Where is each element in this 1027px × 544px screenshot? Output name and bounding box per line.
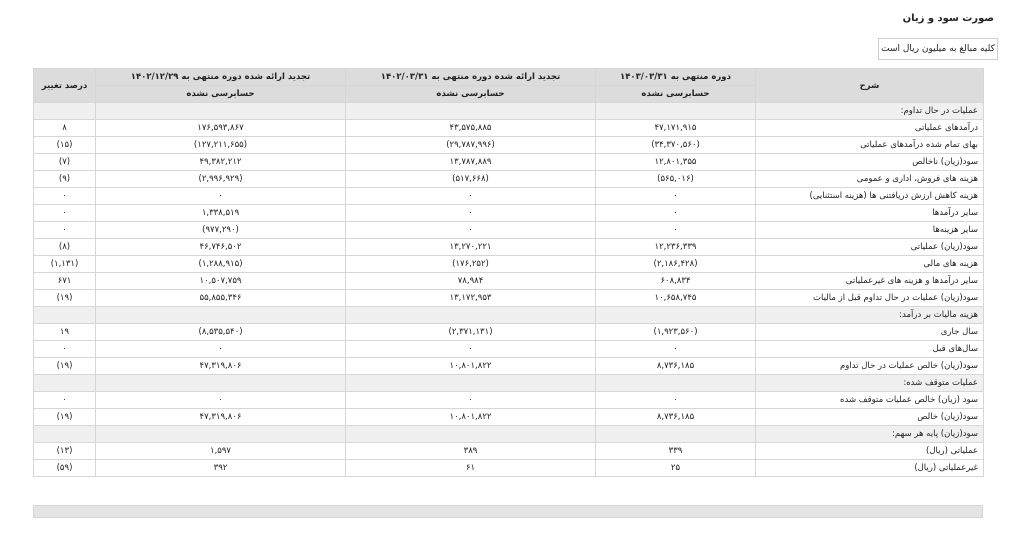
cell-col2 xyxy=(346,426,596,443)
cell-col3: (۱۲۷,۲۱۱,۶۵۵) xyxy=(96,137,346,154)
cell-col3: ۱۷۶,۵۹۳,۸۶۷ xyxy=(96,120,346,137)
cell-change: ۸ xyxy=(34,120,96,137)
table-row xyxy=(34,290,984,307)
cell-col1: ۰ xyxy=(596,222,756,239)
row-description: سود(زیان) ناخالص xyxy=(756,154,984,171)
cell-col1: ۰ xyxy=(596,341,756,358)
cell-col1: ۸,۷۳۶,۱۸۵ xyxy=(596,409,756,426)
cell-col1 xyxy=(596,426,756,443)
cell-col3: ۴۷,۳۱۹,۸۰۶ xyxy=(96,358,346,375)
row-description: سود(زیان) خالص عملیات در حال تداوم xyxy=(756,358,984,375)
cell-col3: ۴۷,۳۱۹,۸۰۶ xyxy=(96,409,346,426)
income-statement-table xyxy=(33,68,984,477)
cell-change: (۱,۱۳۱) xyxy=(34,256,96,273)
cell-col2: ۱۰,۸۰۱,۸۲۲ xyxy=(346,409,596,426)
row-description: سال‌های قبل xyxy=(756,341,984,358)
table-header-row xyxy=(34,69,984,86)
cell-col1 xyxy=(596,375,756,392)
row-description: سود(زیان) پایه هر سهم: xyxy=(756,426,984,443)
table-footer-bar xyxy=(33,505,983,518)
table-row xyxy=(34,273,984,290)
cell-change: (۱۹) xyxy=(34,290,96,307)
subheader-col2: حسابرسی نشده xyxy=(346,86,596,103)
cell-col1 xyxy=(596,103,756,120)
table-row xyxy=(34,307,984,324)
table-row xyxy=(34,426,984,443)
cell-col2: (۱۷۶,۲۵۲) xyxy=(346,256,596,273)
table-row xyxy=(34,324,984,341)
cell-col1: ۸,۷۳۶,۱۸۵ xyxy=(596,358,756,375)
cell-change: ۰ xyxy=(34,205,96,222)
cell-change: ۰ xyxy=(34,222,96,239)
cell-col3 xyxy=(96,307,346,324)
cell-col2: ۴۳,۵۷۵,۸۸۵ xyxy=(346,120,596,137)
cell-col1 xyxy=(596,307,756,324)
cell-col2: ۰ xyxy=(346,205,596,222)
table-row xyxy=(34,392,984,409)
cell-col1: ۰ xyxy=(596,205,756,222)
cell-col3: ۰ xyxy=(96,341,346,358)
cell-col3 xyxy=(96,375,346,392)
cell-col2: ۳۸۹ xyxy=(346,443,596,460)
row-description: سود (زیان) خالص عملیات متوقف شده xyxy=(756,392,984,409)
cell-col2: ۱۳,۲۷۰,۲۲۱ xyxy=(346,239,596,256)
subheader-col1: حسابرسی نشده xyxy=(596,86,756,103)
cell-change: ۰ xyxy=(34,341,96,358)
cell-col2: ۰ xyxy=(346,222,596,239)
cell-col3: (۱,۲۸۸,۹۱۵) xyxy=(96,256,346,273)
row-description: عملیاتی (ریال) xyxy=(756,443,984,460)
header-change: درصد تغییر xyxy=(34,69,96,103)
cell-col3: ۰ xyxy=(96,392,346,409)
cell-col1: (۲,۱۸۶,۴۲۸) xyxy=(596,256,756,273)
page-title: صورت سود و زیان xyxy=(902,13,994,24)
cell-col3: ۱,۵۹۷ xyxy=(96,443,346,460)
table-row xyxy=(34,154,984,171)
cell-col2: ۱۳,۱۷۲,۹۵۳ xyxy=(346,290,596,307)
subheader-col3: حسابرسی نشده xyxy=(96,86,346,103)
header-col2: تجدید ارائه شده دوره منتهی به ۱۴۰۲/۰۳/۳۱ xyxy=(346,69,596,86)
table-row xyxy=(34,188,984,205)
cell-col2: (۵۱۷,۶۶۸) xyxy=(346,171,596,188)
cell-col2: ۰ xyxy=(346,341,596,358)
table-body xyxy=(34,103,984,477)
cell-col3: ۱,۳۳۸,۵۱۹ xyxy=(96,205,346,222)
cell-col2 xyxy=(346,103,596,120)
header-desc: شرح xyxy=(756,69,984,103)
header-col3: تجدید ارائه شده دوره منتهی به ۱۴۰۲/۱۲/۲۹ xyxy=(96,69,346,86)
cell-col2: ۰ xyxy=(346,392,596,409)
cell-col1: (۱,۹۲۳,۵۶۰) xyxy=(596,324,756,341)
table-row xyxy=(34,222,984,239)
cell-change: (۱۹) xyxy=(34,409,96,426)
cell-change: (۱۵) xyxy=(34,137,96,154)
cell-col1: (۳۴,۳۷۰,۵۶۰) xyxy=(596,137,756,154)
row-description: سود(زیان) عملیات در حال تداوم قبل از مالیات xyxy=(756,290,984,307)
row-description: سایر هزینه‌ها xyxy=(756,222,984,239)
row-description: هزینه های فروش، اداری و عمومی xyxy=(756,171,984,188)
cell-change: (۹) xyxy=(34,171,96,188)
table-row xyxy=(34,120,984,137)
cell-col3: ۵۵,۸۵۵,۳۴۶ xyxy=(96,290,346,307)
cell-change: (۷) xyxy=(34,154,96,171)
cell-col3: ۰ xyxy=(96,188,346,205)
cell-col2: (۲۹,۷۸۷,۹۹۶) xyxy=(346,137,596,154)
cell-change: ۰ xyxy=(34,188,96,205)
cell-col1: ۲۵ xyxy=(596,460,756,477)
cell-change xyxy=(34,375,96,392)
cell-change: (۱۹) xyxy=(34,358,96,375)
cell-col1: ۶۰۸,۸۳۴ xyxy=(596,273,756,290)
table-row xyxy=(34,171,984,188)
table-row xyxy=(34,137,984,154)
cell-col3: (۲,۹۹۶,۹۲۹) xyxy=(96,171,346,188)
row-description: غیرعملیاتی (ریال) xyxy=(756,460,984,477)
cell-col2: ۱۳,۷۸۷,۸۸۹ xyxy=(346,154,596,171)
row-description: عملیات در حال تداوم: xyxy=(756,103,984,120)
cell-col3: ۴۶,۷۴۶,۵۰۲ xyxy=(96,239,346,256)
table-row xyxy=(34,341,984,358)
row-description: عملیات متوقف شده: xyxy=(756,375,984,392)
cell-change: (۱۳) xyxy=(34,443,96,460)
cell-col1: ۰ xyxy=(596,188,756,205)
cell-change: ۶۷۱ xyxy=(34,273,96,290)
cell-col1: ۴۷,۱۷۱,۹۱۵ xyxy=(596,120,756,137)
cell-col3: ۴۹,۳۸۲,۲۱۲ xyxy=(96,154,346,171)
cell-col2 xyxy=(346,375,596,392)
cell-col1: ۱۰,۶۵۸,۷۴۵ xyxy=(596,290,756,307)
row-description: هزینه مالیات بر درآمد: xyxy=(756,307,984,324)
cell-col3: ۱۰,۵۰۷,۷۵۹ xyxy=(96,273,346,290)
row-description: سود(زیان) خالص xyxy=(756,409,984,426)
cell-change: (۵۹) xyxy=(34,460,96,477)
cell-col3: (۸,۵۳۵,۵۴۰) xyxy=(96,324,346,341)
cell-change: (۸) xyxy=(34,239,96,256)
table-row xyxy=(34,103,984,120)
table-row xyxy=(34,205,984,222)
cell-change: ۱۹ xyxy=(34,324,96,341)
currency-note: کلیه مبالغ به میلیون ریال است xyxy=(878,38,998,60)
cell-col2: ۷۸,۹۸۴ xyxy=(346,273,596,290)
table-row xyxy=(34,409,984,426)
cell-change xyxy=(34,426,96,443)
table-row xyxy=(34,443,984,460)
row-description: سال جاری xyxy=(756,324,984,341)
table-row xyxy=(34,358,984,375)
row-description: سایر درآمدها و هزینه های غیرعملیاتی xyxy=(756,273,984,290)
cell-col2: ۰ xyxy=(346,188,596,205)
row-description: بهای تمام شده درآمدهای عملیاتی xyxy=(756,137,984,154)
cell-col2: ۱۰,۸۰۱,۸۲۲ xyxy=(346,358,596,375)
row-description: هزینه کاهش ارزش دریافتنی ها (هزینه استثنایی) xyxy=(756,188,984,205)
cell-col1: (۵۶۵,۰۱۶) xyxy=(596,171,756,188)
table-row xyxy=(34,256,984,273)
cell-col2: ۶۱ xyxy=(346,460,596,477)
table-row xyxy=(34,460,984,477)
header-col1: دوره منتهی به ۱۴۰۳/۰۳/۳۱ xyxy=(596,69,756,86)
cell-col3 xyxy=(96,426,346,443)
row-description: هزینه های مالی xyxy=(756,256,984,273)
row-description: سایر درآمدها xyxy=(756,205,984,222)
cell-col1: ۳۳۹ xyxy=(596,443,756,460)
table-row xyxy=(34,239,984,256)
cell-col1: ۱۲,۸۰۱,۳۵۵ xyxy=(596,154,756,171)
cell-change xyxy=(34,103,96,120)
cell-col1: ۱۲,۲۳۶,۳۳۹ xyxy=(596,239,756,256)
cell-col3: (۹۷۷,۲۹۰) xyxy=(96,222,346,239)
cell-change xyxy=(34,307,96,324)
table-row xyxy=(34,375,984,392)
cell-change: ۰ xyxy=(34,392,96,409)
cell-col2 xyxy=(346,307,596,324)
cell-col3 xyxy=(96,103,346,120)
cell-col1: ۰ xyxy=(596,392,756,409)
cell-col3: ۳۹۲ xyxy=(96,460,346,477)
cell-col2: (۲,۳۷۱,۱۳۱) xyxy=(346,324,596,341)
row-description: سود(زیان) عملیاتی xyxy=(756,239,984,256)
row-description: درآمدهای عملیاتی xyxy=(756,120,984,137)
